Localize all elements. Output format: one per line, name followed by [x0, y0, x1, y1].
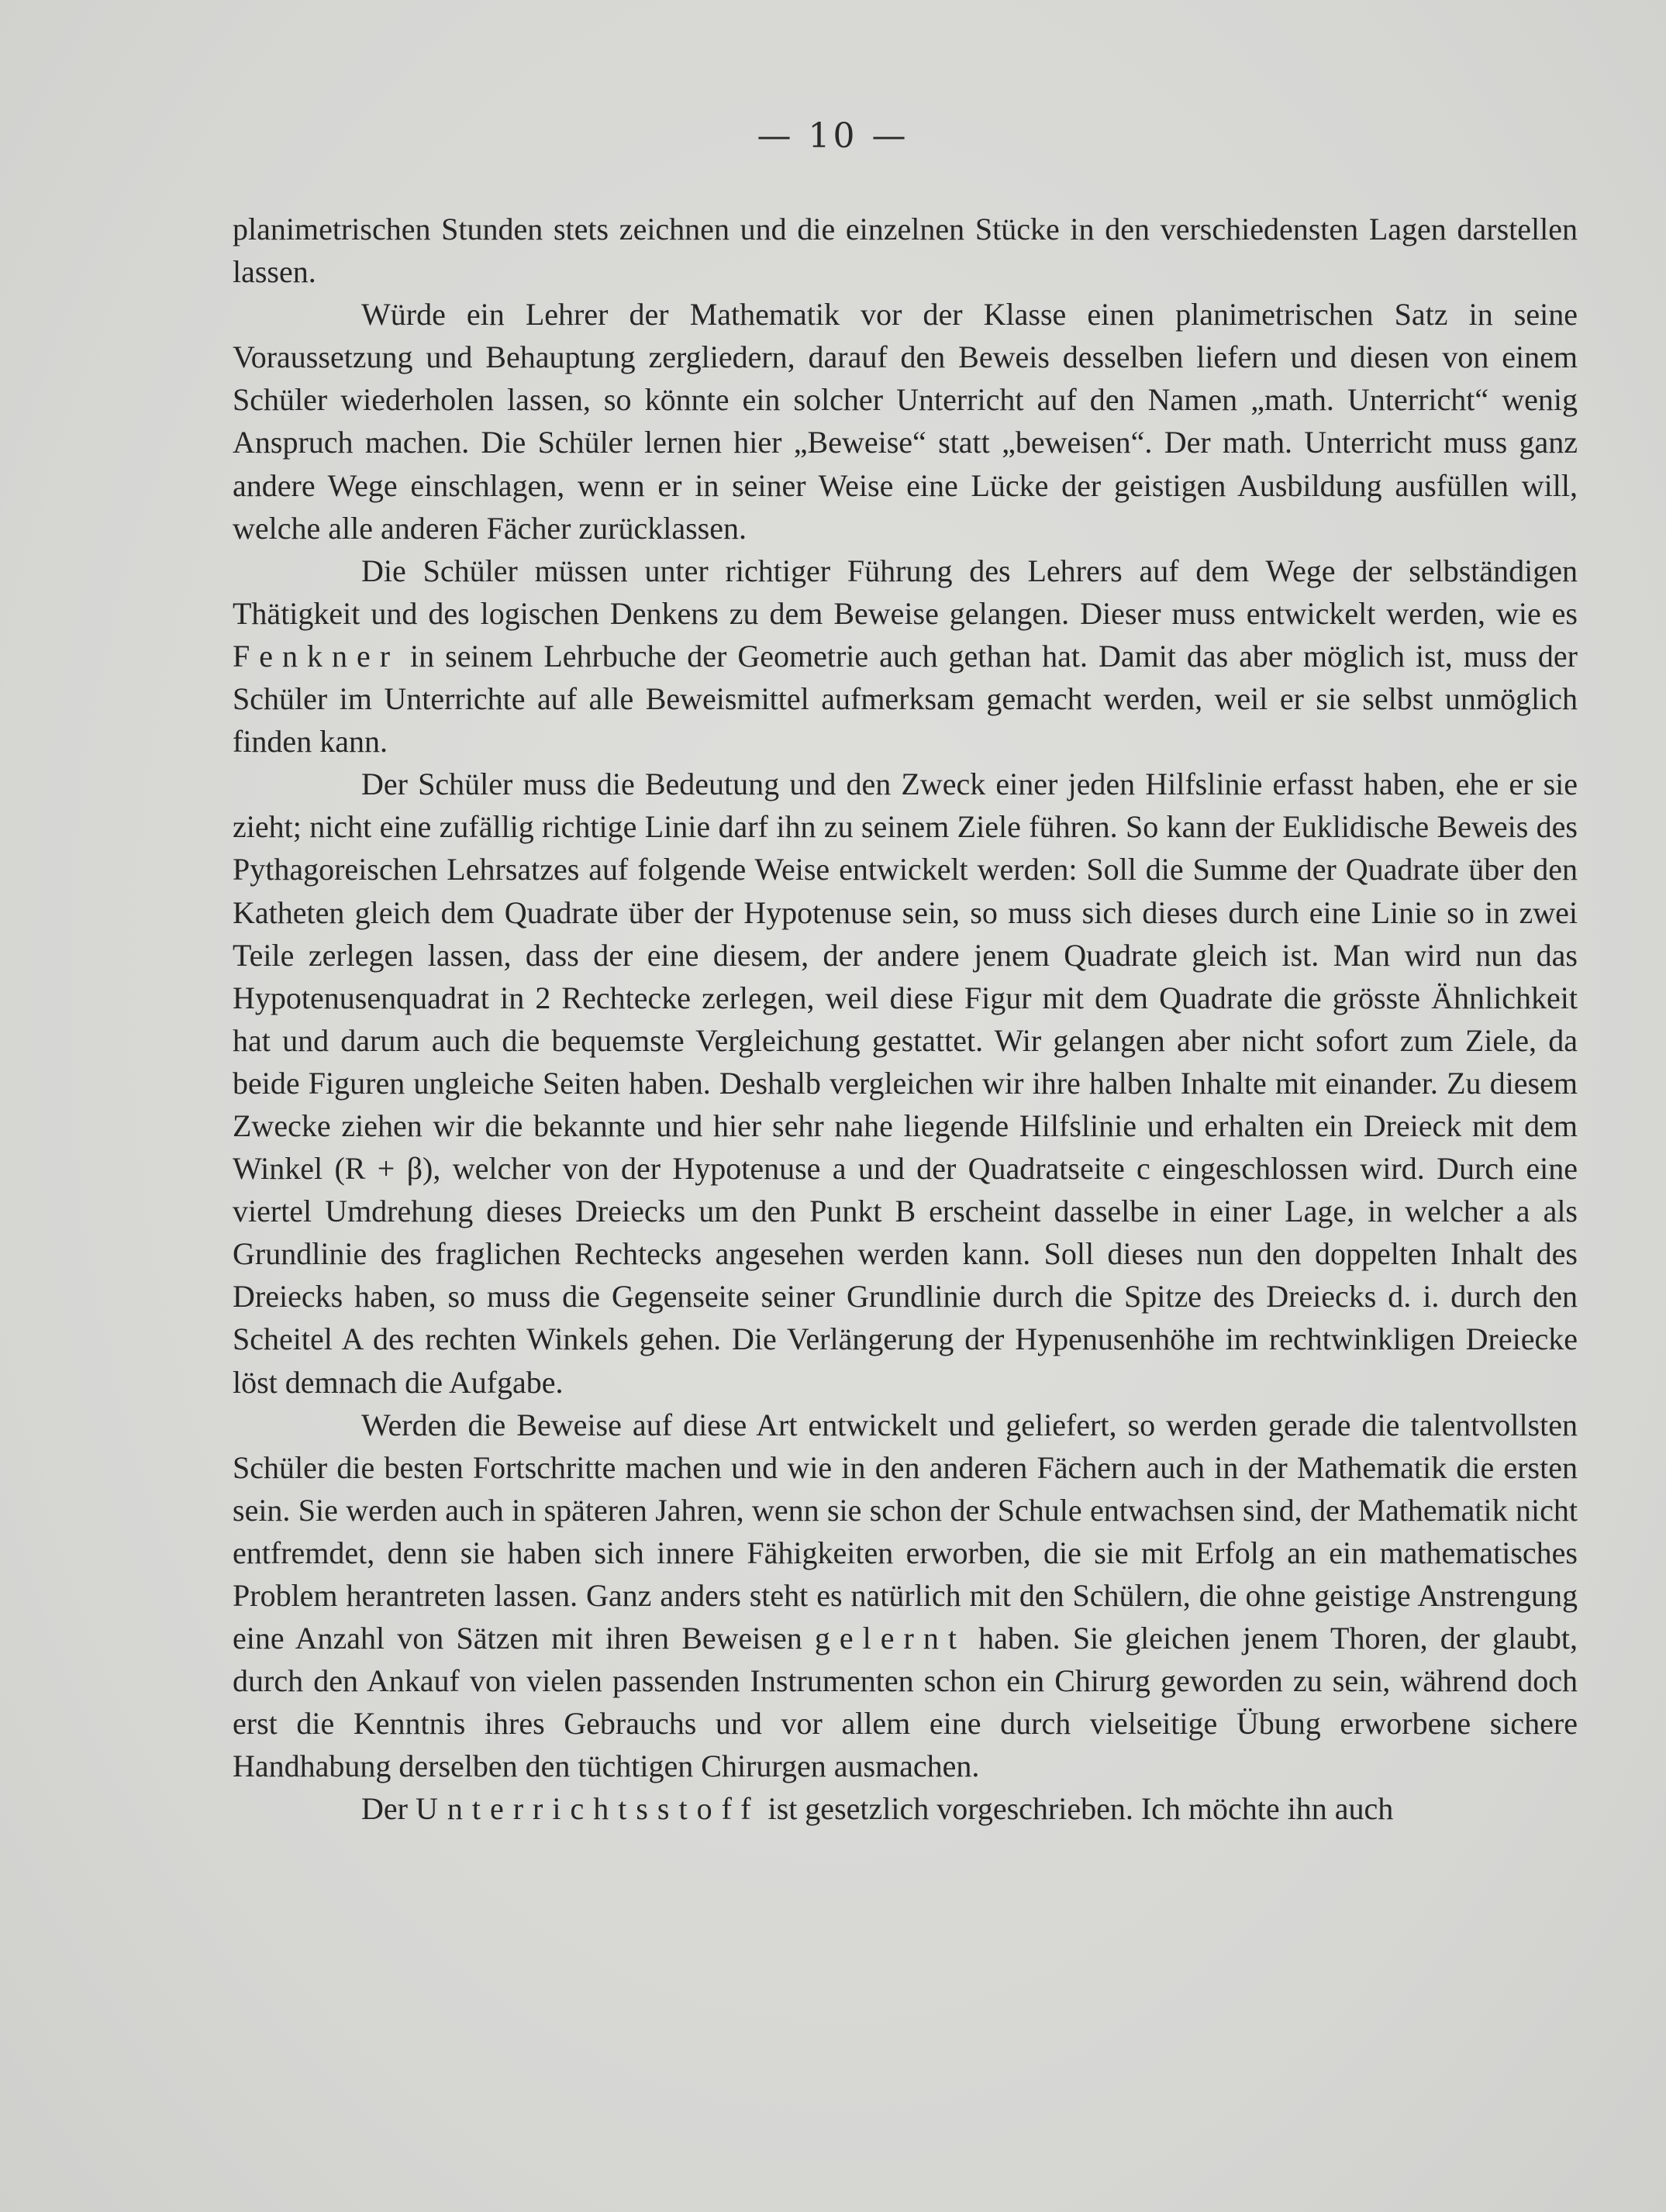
paragraph	[233, 550, 1578, 763]
body-text	[233, 208, 1578, 1831]
emphasized-text: gelernt	[814, 1621, 966, 1656]
text-segment: Der	[361, 1791, 416, 1827]
text-segment: Der Schüler muss die Bedeutung und den Zweck einer jeden Hilfslinie erfasst haben, ehe er sie zieht; nicht eine zufällig richtige Linie darf ihn zu seinem Ziele führen. So kann der Euklidische Beweis des Pythagoreischen Lehrsatzes auf folgende Weise entwickelt werden: Soll die Summe der Quadrate über den Katheten gleich dem Quadrate über der Hypotenuse sein, so muss sich dieses durch eine Linie so in zwei Teile zerlegen lassen, dass der eine diesem, der andere jenem Quadrate gleich ist. Man wird nun das Hypotenusenquadrat in 2 Rechtecke zerlegen, weil diese Figur mit dem Quadrate die grösste Ähnlichkeit hat und darum auch die bequemste Vergleichung gestattet. Wir gelangen aber nicht sofort zum Ziele, da beide Figuren ungleiche Seiten haben. Deshalb vergleichen wir ihre halben Inhalte mit einander. Zu diesem Zwecke ziehen wir die bekannte und hier sehr nahe liegende Hilfslinie und erhalten ein Dreieck mit dem Winkel (R + β), welcher von der Hypotenuse a und der Quadratseite c eingeschlossen wird. Durch eine viertel Umdrehung dieses Dreiecks um den Punkt B erscheint dasselbe in einer Lage, in welcher a als Grundlinie des fraglichen Rechtecks angesehen werden kann. Soll dieses nun den doppelten Inhalt des Dreiecks haben, so muss die Gegenseite seiner Grundlinie durch die Spitze des Dreiecks d. i. durch den Scheitel A des rechten Winkels gehen. Die Verlängerung der Hypenusenhöhe im rechtwinkligen Dreiecke löst demnach die Aufgabe.	[233, 767, 1578, 1400]
emphasized-text: Unterrichtsstoff	[415, 1791, 761, 1827]
paragraph	[233, 1787, 1578, 1830]
paragraph	[233, 208, 1578, 293]
page-number: — 10 —	[757, 116, 909, 156]
text-segment: ist gesetzlich vorgeschrieben. Ich möchte ihn auch	[760, 1791, 1394, 1827]
text-segment: Werden die Beweise auf diese Art entwickelt und geliefert, so werden gerade die talentvollsten Schüler die besten Fortschritte machen und wie in den anderen Fächern auch in der Mathematik die ersten sein. Sie werden auch in späteren Jahren, wenn sie schon der Schule entwachsen sind, der Mathematik nicht entfremdet, denn sie haben sich innere Fähigkeiten erworben, die sie mit Erfolg an ein mathematisches Problem herantreten lassen. Ganz anders steht es natürlich mit den Schülern, die ohne geistige Anstrengung eine Anzahl von Sätzen mit ihren Beweisen	[233, 1407, 1578, 1656]
text-segment: haben. Sie gleichen jenem Thoren, der glaubt, durch den Ankauf von vielen passenden Instrumenten schon ein Chirurg geworden zu sein, während doch erst die Kenntnis ihres Gebrauchs und vor allem eine durch vielseitige Übung erworbene sichere Handhabung derselben den tüchtigen Chirurgen ausmachen.	[233, 1621, 1578, 1784]
paragraph	[233, 763, 1578, 1403]
text-segment: Würde ein Lehrer der Mathematik vor der Klasse einen planimetrischen Satz in seine Voraussetzung und Behauptung zergliedern, darauf den Beweis desselben liefern und diesen von einem Schüler wiederholen lassen, so könnte ein solcher Unterricht auf den Namen „math. Unterricht“ wenig Anspruch machen. Die Schüler lernen hier „Beweise“ statt „beweisen“. Der math. Unterricht muss ganz andere Wege einschlagen, wenn er in seiner Weise eine Lücke der geistigen Ausbildung ausfüllen will, welche alle anderen Fächer zurücklassen.	[233, 297, 1578, 546]
emphasized-text: Fenkner	[233, 638, 400, 674]
paragraph	[233, 293, 1578, 550]
text-segment: planimetrischen Stunden stets zeichnen und die einzelnen Stücke in den verschiedensten Lagen darstellen lassen.	[233, 212, 1578, 290]
paragraph	[233, 1404, 1578, 1788]
text-segment: Die Schüler müssen unter richtiger Führung des Lehrers auf dem Wege der selbständigen Thätigkeit und des logischen Denkens zu dem Beweise gelangen. Dieser muss entwickelt werden, wie es	[233, 553, 1578, 631]
text-segment: in seinem Lehrbuche der Geometrie auch gethan hat. Damit das aber möglich ist, muss der Schüler im Unterrichte auf alle Beweismittel aufmerksam gemacht werden, weil er sie selbst unmöglich finden kann.	[233, 638, 1578, 760]
